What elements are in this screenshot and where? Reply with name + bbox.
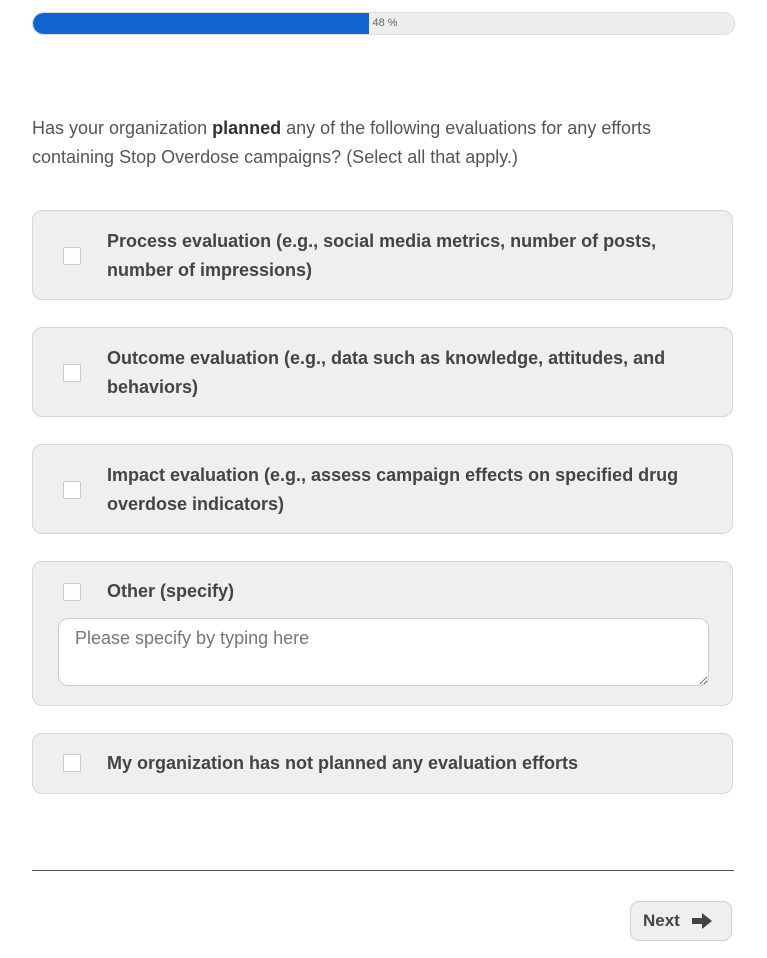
other-specify-input[interactable]	[58, 618, 709, 686]
option-other[interactable]	[32, 561, 733, 706]
option-outcome-evaluation[interactable]	[32, 327, 733, 417]
option-label: Outcome evaluation (e.g., data such as knowledge, attitudes, and behaviors)	[107, 348, 666, 397]
option-process-evaluation[interactable]	[32, 210, 733, 300]
progress-bar	[32, 12, 735, 35]
progress-fill	[33, 13, 369, 34]
checkbox[interactable]	[63, 364, 81, 382]
question-suffix: any of the following evaluations for any efforts containing Stop Overdose campaigns? (Select all that apply.)	[32, 118, 652, 167]
question-emphasis: planned	[212, 118, 282, 138]
next-button[interactable]	[630, 901, 732, 941]
checkbox[interactable]	[63, 481, 81, 499]
progress-label: 48 %	[372, 17, 398, 29]
divider	[32, 870, 734, 871]
option-label: Impact evaluation (e.g., assess campaign effects on specified drug overdose indicators)	[107, 465, 679, 514]
next-button-label: Next	[643, 911, 680, 930]
checkbox[interactable]	[63, 754, 81, 772]
option-label: My organization has not planned any evaluation efforts	[107, 753, 579, 773]
checkbox[interactable]	[63, 247, 81, 265]
option-label: Process evaluation (e.g., social media metrics, number of posts, number of impressions)	[107, 231, 657, 280]
option-label: Other (specify)	[107, 581, 235, 601]
question-text	[32, 114, 712, 172]
option-impact-evaluation[interactable]	[32, 444, 733, 534]
question-prefix: Has your organization	[32, 118, 213, 138]
checkbox[interactable]	[63, 583, 81, 601]
arrow-right-icon	[691, 911, 714, 931]
option-no-evaluation[interactable]	[32, 733, 733, 794]
